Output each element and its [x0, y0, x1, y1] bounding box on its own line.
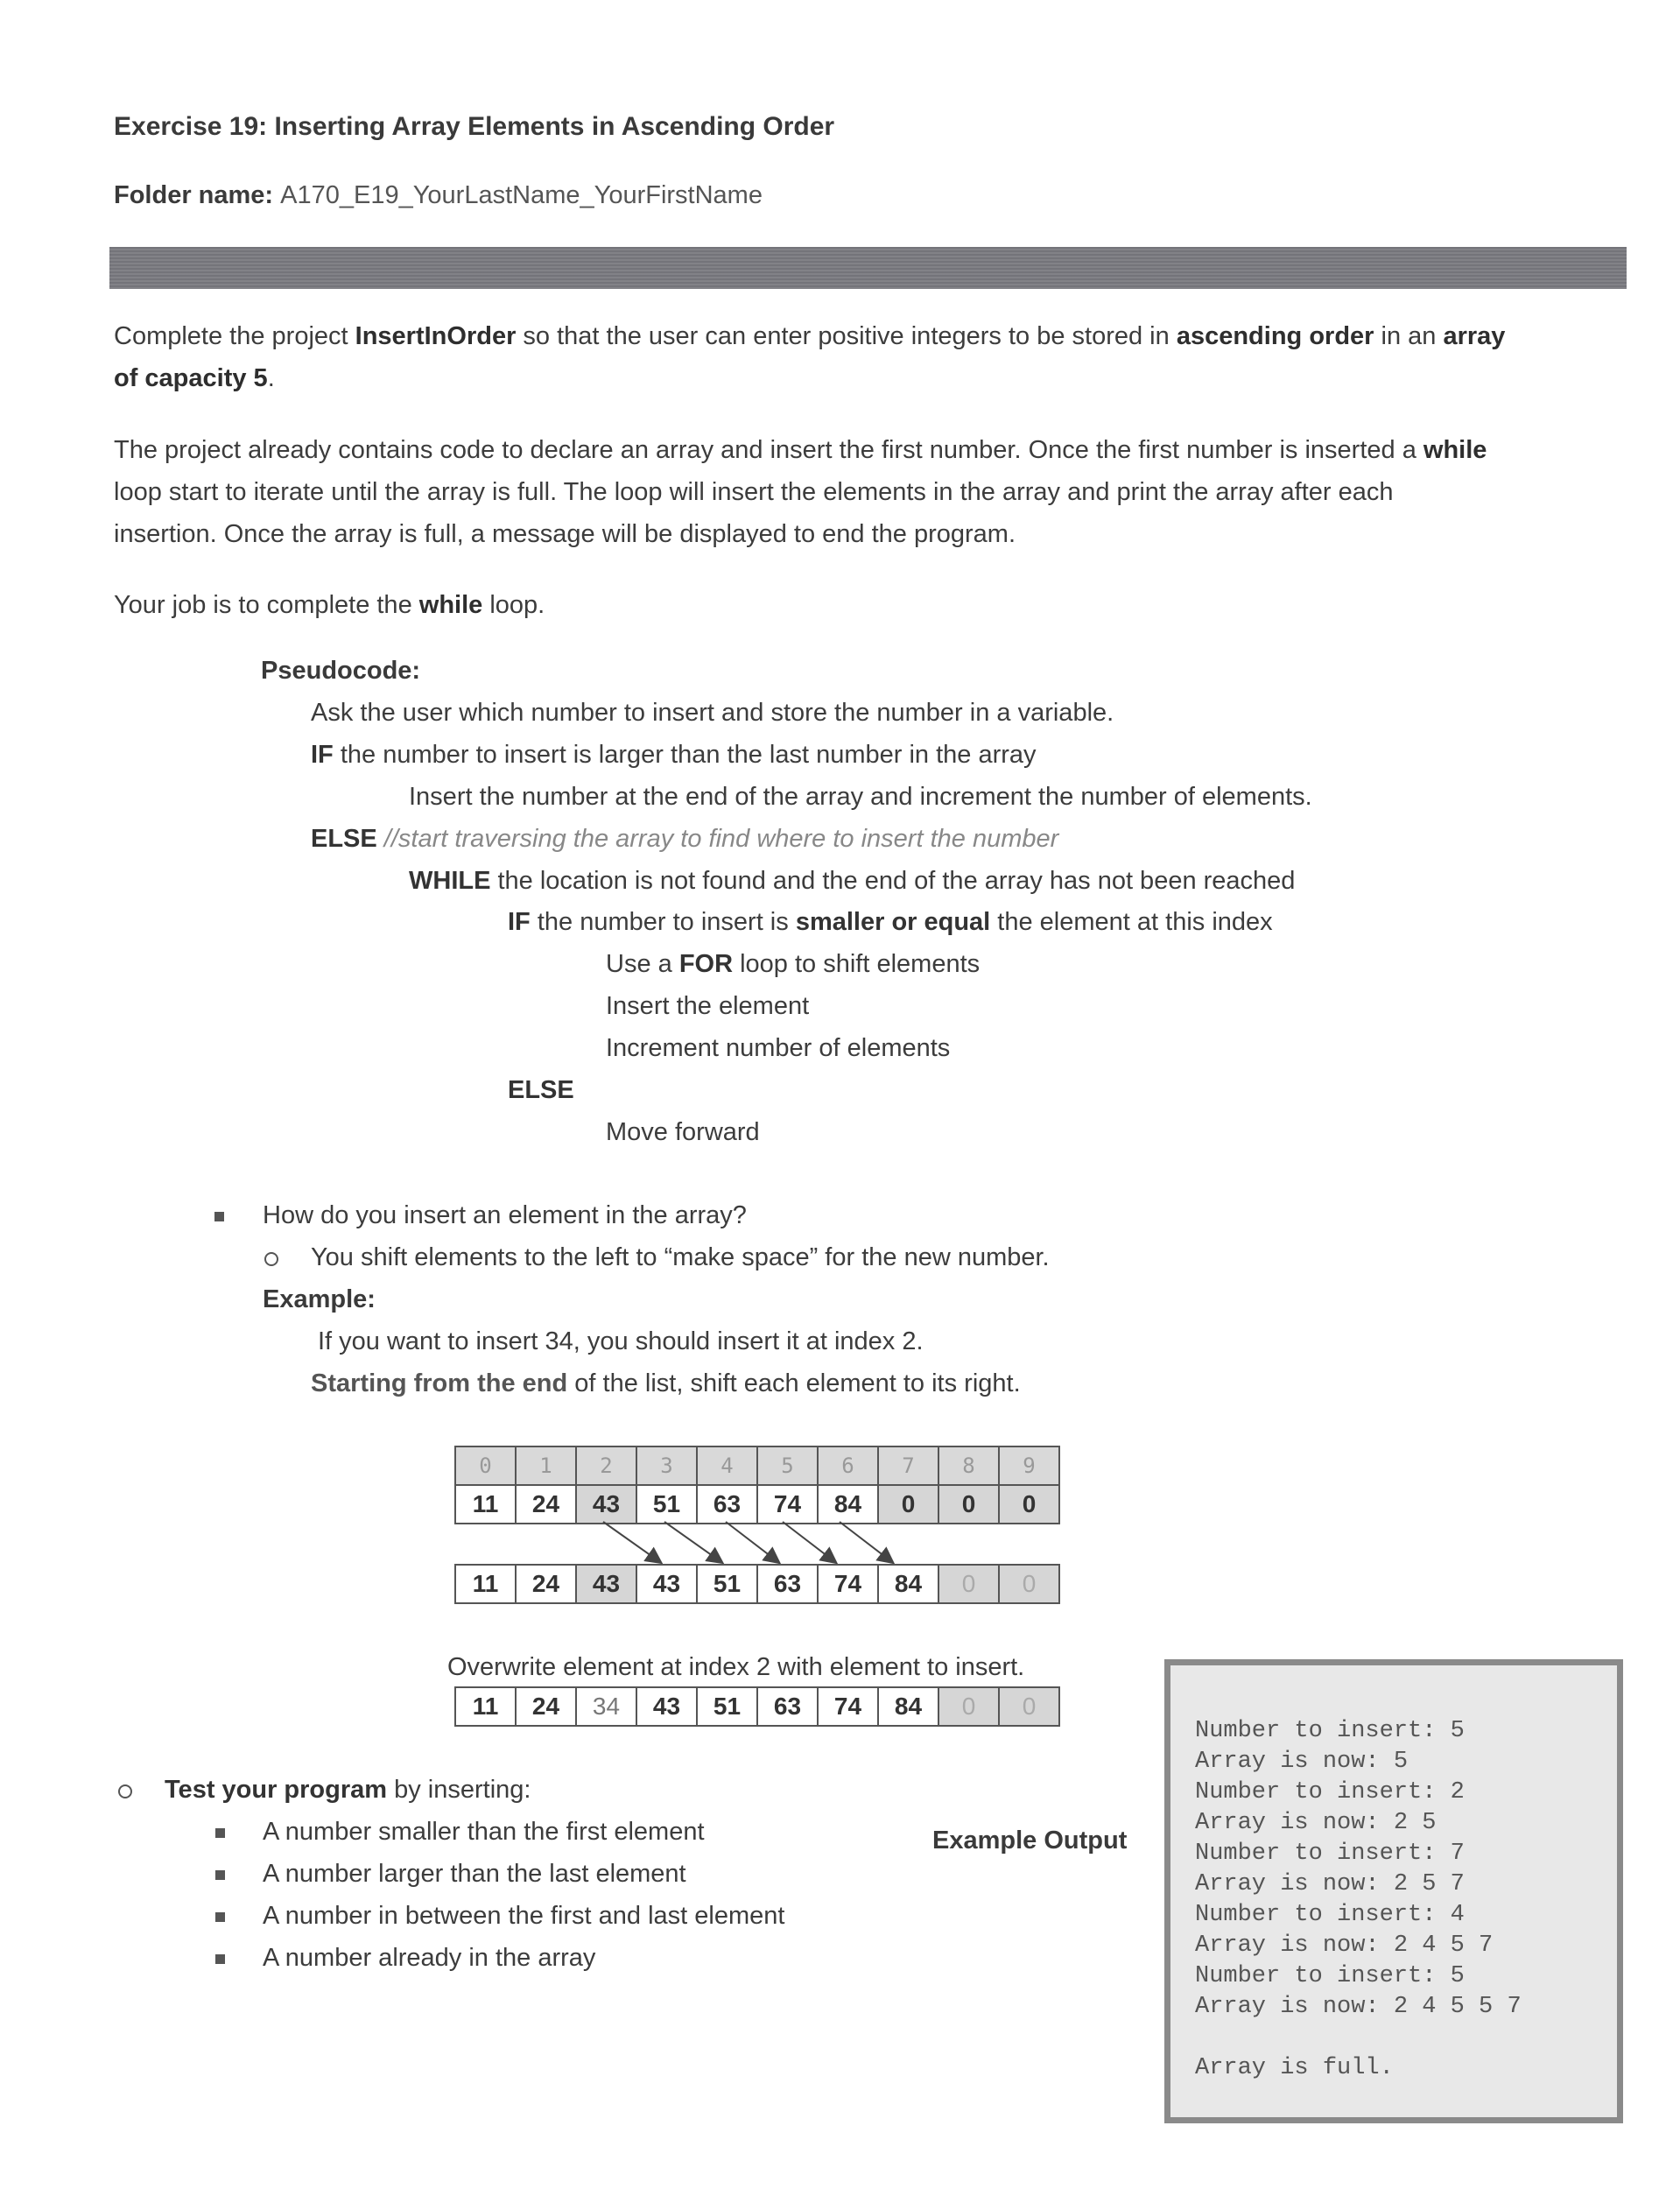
header-divider-bar [109, 247, 1627, 289]
project-name: InsertInOrder [355, 322, 517, 350]
value-cell: 0 [938, 1485, 999, 1524]
intro-paragraph-2-line-3: insertion. Once the array is full, a message will be displayed to end the program. [114, 520, 1016, 548]
square-bullet-icon [215, 1870, 225, 1880]
pseudocode-line-1: Ask the user which number to insert and store the number in a variable. [311, 699, 1114, 727]
keyword-else: ELSE [311, 825, 377, 853]
intro-paragraph-3 [114, 584, 545, 626]
value-cell: 63 [757, 1565, 818, 1603]
index-cell: 6 [818, 1446, 878, 1485]
circle-bullet-icon [264, 1252, 278, 1266]
console-line: Array is now: 2 5 7 [1195, 1871, 1465, 1897]
index-cell: 8 [938, 1446, 999, 1485]
example-output-label: Example Output [932, 1827, 1128, 1855]
console-lines [1195, 1716, 1522, 2084]
value-cell: 51 [636, 1485, 697, 1524]
console-line: Array is now: 2 5 [1195, 1810, 1437, 1836]
value-cell: 34 [576, 1687, 636, 1726]
value-cell: 0 [878, 1485, 938, 1524]
square-bullet-icon [215, 1912, 225, 1922]
text: the element at this index [990, 908, 1273, 936]
emphasis: of capacity 5 [114, 364, 268, 392]
value-cell: 11 [455, 1687, 516, 1726]
console-line: Array is full. [1195, 2055, 1394, 2081]
code-comment: //start traversing the array to find where to insert the number [376, 825, 1059, 853]
console-line: Number to insert: 5 [1195, 1963, 1465, 1989]
emphasis: Starting from the end [311, 1369, 568, 1397]
value-cell: 11 [455, 1565, 516, 1603]
intro-paragraph-2-line-2: loop start to iterate until the array is full. The loop will insert the elements in the array and print the array after each [114, 478, 1394, 506]
pseudocode-line-3: Insert the number at the end of the array and increment the number of elements. [409, 783, 1312, 811]
index-cell: 9 [999, 1446, 1059, 1485]
exercise-title: Exercise 19: Inserting Array Elements in Ascending Order [114, 112, 835, 141]
console-line: Number to insert: 2 [1195, 1779, 1465, 1805]
text: Use a [606, 950, 679, 978]
intro-paragraph-2-line-1 [114, 429, 1487, 471]
value-cell: 0 [938, 1687, 999, 1726]
keyword-while: WHILE [409, 867, 491, 895]
value-cell: 43 [636, 1565, 697, 1603]
test-item: A number already in the array [263, 1944, 596, 1972]
value-cell: 0 [999, 1485, 1059, 1524]
emphasis: Test your program [165, 1776, 388, 1804]
intro-paragraph-1-line-2 [114, 357, 275, 399]
value-cell: 0 [999, 1565, 1059, 1603]
test-heading [165, 1776, 531, 1805]
text: The project already contains code to declare an array and insert the first number. Once the first number is inserted a [114, 436, 1423, 464]
pseudocode-line-6 [508, 908, 1273, 937]
test-item: A number smaller than the first element [263, 1818, 705, 1846]
pseudocode-line-4 [311, 825, 1058, 854]
emphasis: ascending order [1176, 322, 1374, 350]
pseudocode-line-9: Increment number of elements [606, 1034, 951, 1062]
text: Complete the project [114, 322, 355, 350]
value-cell: 84 [878, 1565, 938, 1603]
folder-name-label: Folder name: [114, 181, 281, 209]
console-line [1195, 2023, 1522, 2053]
text: the number to insert is [530, 908, 796, 936]
value-cell: 0 [938, 1565, 999, 1603]
test-item: A number in between the first and last element [263, 1902, 785, 1930]
circle-bullet-icon [118, 1784, 132, 1798]
square-bullet-icon [215, 1954, 225, 1964]
text: Your job is to complete the [114, 591, 419, 619]
pseudocode-line-10 [508, 1076, 574, 1105]
shift-arrows-icon [454, 1520, 1067, 1568]
folder-name-value: A170_E19_YourLastName_YourFirstName [280, 181, 763, 209]
value-cell: 63 [757, 1687, 818, 1726]
value-row [455, 1687, 1059, 1726]
index-cell: 4 [697, 1446, 757, 1485]
text: by inserting: [387, 1776, 531, 1804]
array-shifted-table [454, 1564, 1060, 1604]
index-cell: 3 [636, 1446, 697, 1485]
keyword-if: IF [508, 908, 531, 936]
index-cell: 7 [878, 1446, 938, 1485]
insert-answer: You shift elements to the left to “make space” for the new number. [311, 1243, 1050, 1271]
value-cell: 24 [516, 1687, 576, 1726]
example-output-console [1164, 1659, 1623, 2123]
keyword-for: FOR [678, 950, 734, 978]
value-cell: 24 [516, 1485, 576, 1524]
text: of the list, shift each element to its right. [567, 1369, 1021, 1397]
intro-paragraph-1-line-1 [114, 315, 1505, 357]
index-cell: 2 [576, 1446, 636, 1485]
value-cell: 11 [455, 1485, 516, 1524]
console-line: Array is now: 2 4 5 5 7 [1195, 1994, 1522, 2020]
value-cell: 43 [636, 1687, 697, 1726]
index-cell: 0 [455, 1446, 516, 1485]
console-line: Array is now: 2 4 5 7 [1195, 1932, 1494, 1959]
keyword: while [1423, 436, 1487, 464]
example-line-2 [311, 1369, 1021, 1398]
text: the location is not found and the end of the array has not been reached [490, 867, 1296, 895]
array-initial-table [454, 1446, 1060, 1524]
text: in an [1374, 322, 1444, 350]
text: so that the user can enter positive integers to be stored in [516, 322, 1177, 350]
value-cell: 74 [818, 1565, 878, 1603]
example-line-1: If you want to insert 34, you should insert it at index 2. [318, 1327, 924, 1355]
value-cell: 74 [757, 1485, 818, 1524]
pseudocode-line-8: Insert the element [606, 992, 810, 1020]
value-cell: 51 [697, 1565, 757, 1603]
pseudocode-line-11: Move forward [606, 1118, 760, 1146]
text: . [267, 364, 275, 392]
value-cell: 84 [878, 1687, 938, 1726]
square-bullet-icon [215, 1828, 225, 1838]
value-row [455, 1565, 1059, 1603]
text: loop. [482, 591, 545, 619]
test-item: A number larger than the last element [263, 1860, 686, 1888]
value-row [455, 1485, 1059, 1524]
pseudocode-heading: Pseudocode: [261, 657, 421, 685]
console-line: Array is now: 5 [1195, 1749, 1409, 1775]
folder-name [114, 181, 763, 210]
value-cell: 84 [818, 1485, 878, 1524]
value-cell: 24 [516, 1565, 576, 1603]
value-cell: 63 [697, 1485, 757, 1524]
array-final-table [454, 1686, 1060, 1727]
text: loop to shift elements [733, 950, 981, 978]
text: the number to insert is larger than the last number in the array [333, 741, 1037, 769]
value-cell: 43 [576, 1485, 636, 1524]
example-heading: Example: [263, 1285, 376, 1313]
pseudocode-line-5 [409, 867, 1295, 896]
index-cell: 5 [757, 1446, 818, 1485]
index-row [455, 1446, 1059, 1485]
index-cell: 1 [516, 1446, 576, 1485]
value-cell: 51 [697, 1687, 757, 1726]
console-line: Number to insert: 7 [1195, 1841, 1465, 1867]
emphasis: array [1443, 322, 1506, 350]
insert-question: How do you insert an element in the array? [263, 1201, 747, 1229]
square-bullet-icon [214, 1212, 224, 1221]
pseudocode-line-2 [311, 741, 1037, 770]
console-line: Number to insert: 5 [1195, 1718, 1465, 1744]
console-line: Number to insert: 4 [1195, 1902, 1465, 1928]
value-cell: 74 [818, 1687, 878, 1726]
keyword: while [418, 591, 483, 619]
overwrite-caption: Overwrite element at index 2 with element to insert. [447, 1653, 1025, 1681]
value-cell: 43 [576, 1565, 636, 1603]
keyword-else: ELSE [508, 1076, 574, 1104]
keyword-if: IF [311, 741, 334, 769]
value-cell: 0 [999, 1687, 1059, 1726]
pseudocode-line-7 [606, 950, 980, 979]
emphasis: smaller or equal [795, 908, 991, 936]
